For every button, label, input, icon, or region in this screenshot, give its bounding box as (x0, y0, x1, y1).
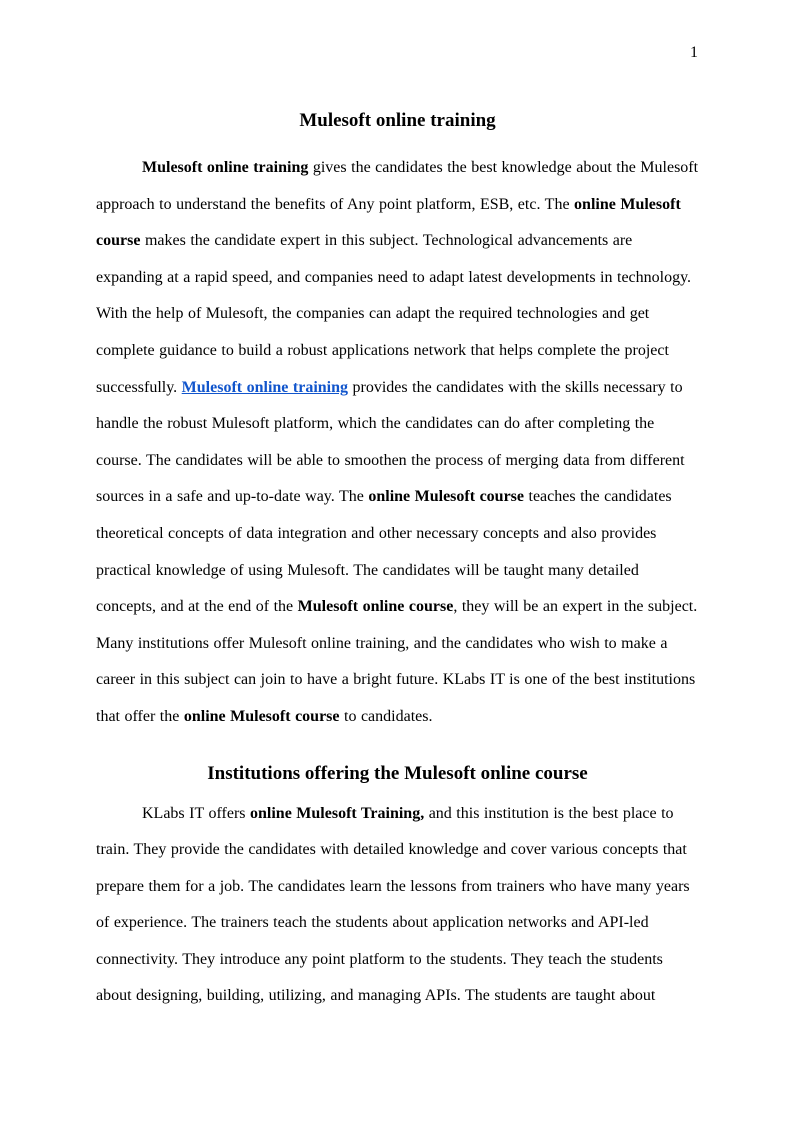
institutions-paragraph (96, 796, 699, 1016)
bold-text-run: online Mulesoft course (96, 195, 681, 250)
document-title: Mulesoft online training (299, 110, 496, 131)
bold-text-run: Mulesoft online training (142, 159, 309, 176)
document-content (96, 108, 699, 1015)
bold-text-run: online Mulesoft course (368, 488, 524, 506)
bold-text-run: Mulesoft online course (297, 598, 454, 616)
text-run: KLabs IT offers (142, 804, 250, 822)
text-run: teaches the candidates theoretical concepts of data integration and other necessary concepts and also provides practical knowledge of using Mulesoft. The candidates will be taught many detailed concepts, and at the end of the (96, 488, 672, 616)
text-run: to candidates. (339, 707, 433, 725)
text-run: and this institution is the best place to train. They provide the candidates with detailed knowledge and cover various concepts that prepare them for a job. The candidates learn the lessons from trainers who have many years of experience. The trainers teach the students about application networks and API-led connectivity. They introduce any point platform to the students. They teach the students about designing, building, utilizing, and managing APIs. The students are taught about (96, 804, 690, 1005)
section-heading-institutions: Institutions offering the Mulesoft online course (207, 762, 588, 784)
text-run: makes the candidate expert in this subject. Technological advancements are expanding at a rapid speed, and companies need to adapt latest developments in technology. With the help of Mulesoft, the companies can adapt the required technologies and get complete guidance to build a robust applications network that helps complete the project successfully. (96, 232, 692, 396)
page-number: 1 (690, 44, 698, 61)
text-run: provides the candidates with the skills necessary to handle the robust Mulesoft platform, which the candidates can do after completing the course. The candidates will be able to smoothen the process of merging data from different sources in a safe and up-to-date way. The (96, 378, 685, 506)
intro-paragraph (96, 150, 699, 736)
mulesoft-online-training-link[interactable]: Mulesoft online training (181, 378, 349, 396)
bold-text-run: online Mulesoft Training, (250, 804, 425, 822)
bold-text-run: online Mulesoft course (183, 707, 340, 725)
text-run: gives the candidates the best knowledge about the Mulesoft approach to understand the benefits of Any point platform, ESB, etc. The (96, 159, 699, 213)
text-run: , they will be an expert in the subject. Many institutions offer Mulesoft online training, and the candidates who wish to make a career in this subject can join to have a bright future. KLabs IT is one of the best institutions that offer the (96, 598, 698, 725)
